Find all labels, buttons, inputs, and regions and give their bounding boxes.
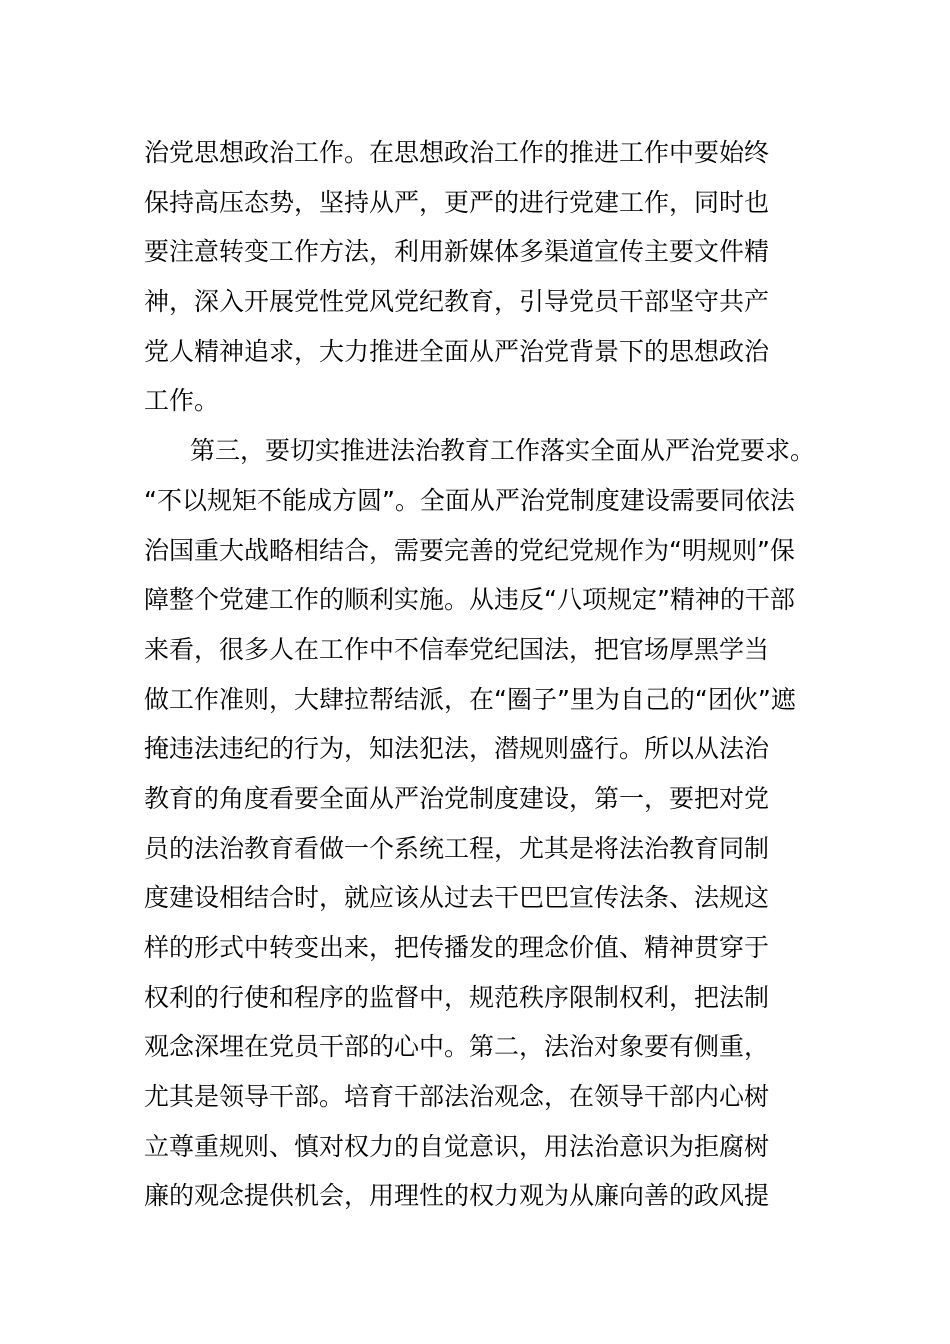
text-line: 教育的角度看要全面从严治党制度建设，第一，要把对党 [144, 783, 770, 813]
text-line: 立尊重规则、慎对权力的自觉意识，用法治意识为拒腐树 [144, 1131, 770, 1161]
text-line: 来看，很多人在工作中不信奉党纪国法，把官场厚黑学当 [144, 634, 770, 664]
paragraph-start-line: 第三，要切实推进法治教育工作落实全面从严治党要求。 [190, 436, 816, 466]
text-line: 观念深埋在党员干部的心中。第二，法治对象要有侧重， [144, 1032, 770, 1062]
text-line: 要注意转变工作方法，利用新媒体多渠道宣传主要文件精 [144, 237, 770, 267]
text-line: 员的法治教育看做一个系统工程，尤其是将法治教育同制 [144, 833, 770, 863]
text-line: 工作。 [144, 386, 220, 416]
text-line: 掩违法违纪的行为，知法犯法，潜规则盛行。所以从法治 [144, 734, 770, 764]
text-line: “不以规矩不能成方圆”。全面从严治党制度建设需要同依法 [144, 485, 795, 515]
text-line: 度建设相结合时，就应该从过去干巴巴宣传法条、法规这 [144, 883, 770, 913]
text-line: 样的形式中转变出来，把传播发的理念价值、精神贯穿于 [144, 933, 770, 962]
body-text [144, 128, 824, 1221]
text-line: 做工作准则，大肆拉帮结派，在“圈子”里为自己的“团伙”遮 [144, 684, 796, 714]
text-line: 神，深入开展党性党风党纪教育，引导党员干部坚守共产 [144, 287, 770, 317]
text-line: 治国重大战略相结合，需要完善的党纪党规作为“明规则”保 [144, 535, 795, 565]
text-line: 保持高压态势，坚持从严，更严的进行党建工作，同时也 [144, 187, 770, 217]
text-line: 障整个党建工作的顺利实施。从违反“八项规定”精神的干部 [144, 585, 795, 615]
text-line: 治党思想政治工作。在思想政治工作的推进工作中要始终 [144, 138, 770, 167]
text-line: 权利的行使和程序的监督中，规范秩序限制权利，把法制 [144, 982, 770, 1012]
text-line: 廉的观念提供机会，用理性的权力观为从廉向善的政风提 [144, 1181, 770, 1211]
text-line: 尤其是领导干部。培育干部法治观念，在领导干部内心树 [144, 1082, 770, 1112]
text-line: 党人精神追求，大力推进全面从严治党背景下的思想政治 [144, 336, 770, 366]
